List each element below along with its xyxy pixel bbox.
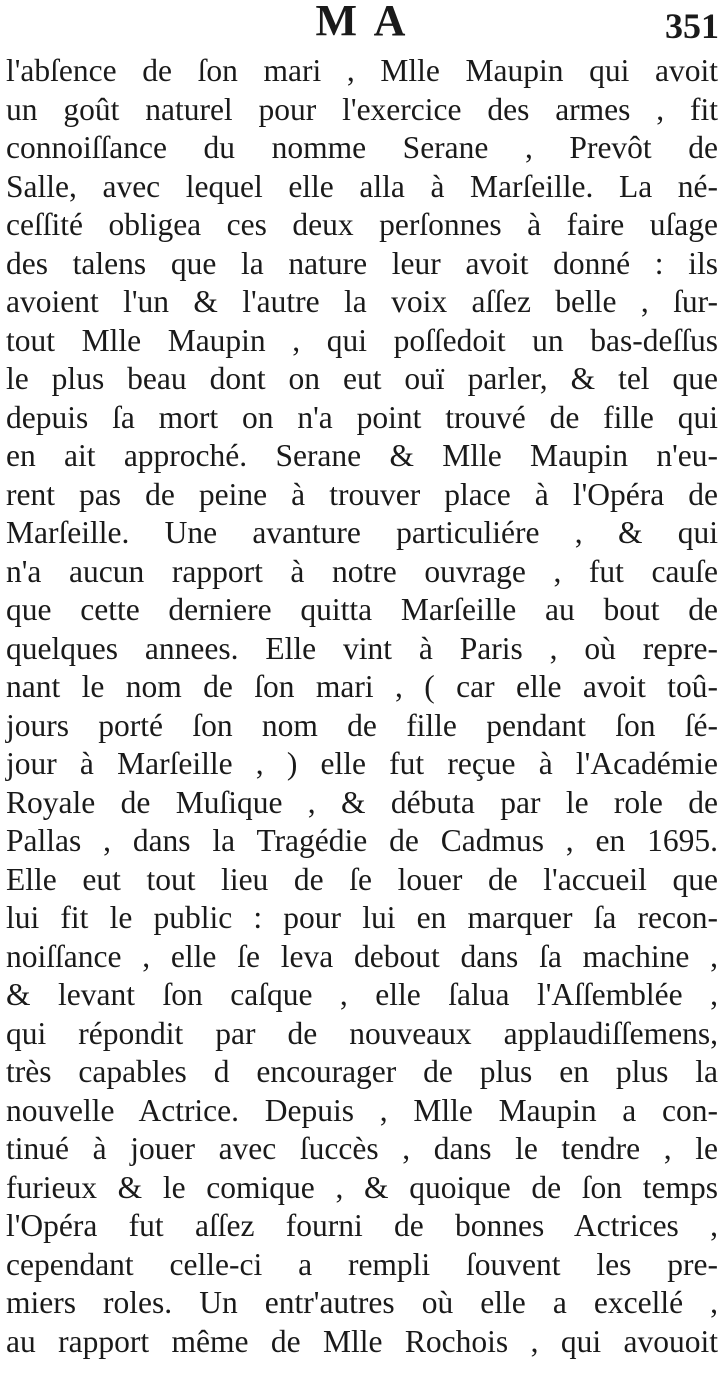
text-line: Salle, avec lequel elle alla à Marſeille. La né- xyxy=(6,168,718,204)
text-line: l'Opéra fut aſſez fourni de bonnes Actrices , xyxy=(6,1208,718,1243)
text-line: au rapport même de Mlle Rochois , qui avouoit xyxy=(6,1323,718,1359)
text-line: quelques annees. Elle vint à Paris , où repre- xyxy=(6,630,718,666)
text-line: qui répondit par de nouveaux applaudiſſemens, xyxy=(6,1015,718,1051)
text-line: & levant ſon caſque , elle ſalua l'Aſſemblée , xyxy=(6,977,718,1012)
text-line: nant le nom de ſon mari , ( car elle avoit toû- xyxy=(6,669,718,704)
text-line: Elle eut tout lieu de ſe louer de l'accueil que xyxy=(6,861,718,897)
text-line: avoient l'un & l'autre la voix aſſez belle , ſur- xyxy=(6,284,718,319)
body-text xyxy=(6,52,718,1361)
page-number: 351 xyxy=(665,6,719,46)
text-line: tout Mlle Maupin , qui poſſedoit un bas-deſſus xyxy=(6,322,718,358)
text-line: nouvelle Actrice. Depuis , Mlle Maupin a con- xyxy=(6,1092,718,1128)
text-line: cependant celle-ci a rempli ſouvent les pre- xyxy=(6,1246,718,1282)
text-line: jours porté ſon nom de fille pendant ſon ſé- xyxy=(6,707,718,743)
text-line: un goût naturel pour l'exercice des armes , fit xyxy=(6,91,718,127)
text-line: très capables d encourager de plus en plus la xyxy=(6,1054,718,1089)
text-line: depuis ſa mort on n'a point trouvé de fille qui xyxy=(6,399,718,435)
text-line: tinué à jouer avec ſuccès , dans le tendre , le xyxy=(6,1131,718,1166)
text-line: Pallas , dans la Tragédie de Cadmus , en 1695. xyxy=(6,823,718,858)
text-line: que cette derniere quitta Marſeille au bout de xyxy=(6,592,718,627)
text-line: le plus beau dont on eut ouï parler, & tel que xyxy=(6,361,718,396)
text-line: n'a aucun rapport à notre ouvrage , fut cauſe xyxy=(6,553,718,589)
page-header xyxy=(0,0,725,50)
text-line: rent pas de peine à trouver place à l'Opéra de xyxy=(6,476,718,512)
text-line: connoiſſance du nomme Serane , Prevôt de xyxy=(6,130,718,165)
text-line: miers roles. Un entr'autres où elle a excellé , xyxy=(6,1285,718,1320)
text-line: Marſeille. Une avanture particuliére , & qui xyxy=(6,515,718,550)
text-line: jour à Marſeille , ) elle fut reçue à l'Académie xyxy=(6,746,718,781)
text-line: ceſſité obligea ces deux perſonnes à faire uſage xyxy=(6,207,718,242)
text-line: noiſſance , elle ſe leva debout dans ſa machine , xyxy=(6,938,718,974)
text-line: l'abſence de ſon mari , Mlle Maupin qui avoit xyxy=(6,53,718,88)
text-line: Royale de Muſique , & débuta par le role de xyxy=(6,784,718,820)
text-line: des talens que la nature leur avoit donné : ils xyxy=(6,245,718,281)
running-head: M A xyxy=(315,0,410,45)
text-line: lui fit le public : pour lui en marquer ſa recon- xyxy=(6,900,718,935)
text-line: en ait approché. Serane & Mlle Maupin n'eu- xyxy=(6,438,718,473)
text-line: furieux & le comique , & quoique de ſon temps xyxy=(6,1169,718,1205)
